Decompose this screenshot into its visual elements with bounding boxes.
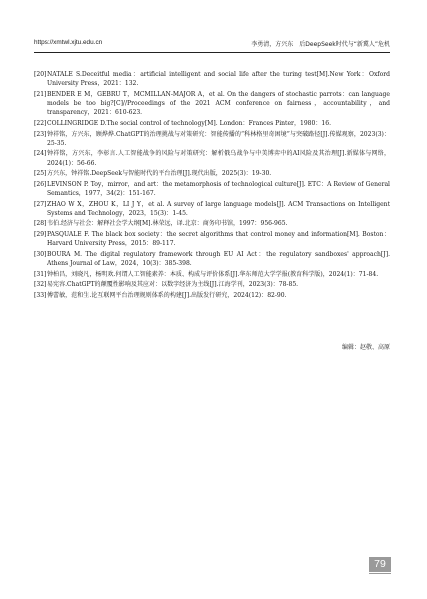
reference-item xyxy=(34,219,390,228)
reference-text: 钟柏昌，刘晓凡，杨明欢.何谓人工智能素养：本质、构成与评价体系[J].华东师范大学学报(教育科学版)，2024(1)：71-84. xyxy=(47,270,379,278)
reference-number: [28] xyxy=(34,220,47,228)
running-title: 李勇清，方兴东 后DeepSeek时代与“新冀人”危机 xyxy=(251,41,390,48)
reference-number: [31] xyxy=(34,270,47,278)
reference-text: 韦伯.经济与社会：解释社会学大纲[M].林荣远，译.北京：商务印书馆，1997：956-965. xyxy=(47,220,288,228)
reference-item xyxy=(34,119,390,128)
reference-item xyxy=(34,90,390,118)
reference-text: BOURA M. The digital regulatory framework through EU AI Act：the regulatory sandboxes' approach[J]. Athens Journal of Law，2024，10(3)：385-398. xyxy=(47,250,390,268)
reference-number: [21] xyxy=(34,90,47,98)
page-number-underline xyxy=(369,573,391,575)
editors-note: 编辑：赵敬、高原 xyxy=(341,344,390,351)
page-number-badge xyxy=(369,557,391,572)
reference-number: [27] xyxy=(34,200,47,208)
reference-item xyxy=(34,270,390,279)
reference-number: [33] xyxy=(34,291,47,299)
reference-text: BENDER E M，GEBRU T，MCMILLAN-MAJOR A，et al. On the dangers of stochastic parrots：can language models be too big?[C]//Proceedings of the 2021 ACM conference on fairness，accountability，and transparency，2021：610-623. xyxy=(47,90,390,117)
reference-text: NATALE S.Deceitful media：artificial intelligent and social life after the turing test[M].New York：Oxford University Press，2021：132. xyxy=(47,71,390,88)
reference-number: [24] xyxy=(34,150,47,158)
running-header xyxy=(34,38,390,53)
reference-item xyxy=(34,280,390,289)
reference-text: 钟祥铭，方兴东，李彰言.人工智能战争的风险与对策研究：解析俄乌战争与中美博弈中的AI风险及其治理[J].新媒体与网络，2024(1)：56-66. xyxy=(47,150,390,167)
reference-item xyxy=(34,250,390,269)
reference-item xyxy=(34,130,390,149)
reference-text: 方兴东，钟祥铭.DeepSeek与智能时代的平台治理[J].现代出版，2025(3)：19-30. xyxy=(47,170,272,178)
reference-item xyxy=(34,169,390,178)
reference-text: 傅蕾敏，范和生.论互联网平台治理规则体系的构建[J].出版发行研究，2024(12)：82-90. xyxy=(47,291,287,299)
reference-item xyxy=(34,70,390,89)
reference-text: LEVINSON P. Toy，mirror，and art：the metamorphosis of technological culture[J]. ETC：A Review of General Semantics，1977，34(2)：151-167. xyxy=(47,180,390,198)
reference-item xyxy=(34,149,390,168)
reference-number: [30] xyxy=(34,250,47,258)
reference-text: 易宪容.ChatGPT的颠覆性影响及其应对：以数字经济为主线[J].江海学刊，2023(3)：78-85. xyxy=(47,281,299,289)
reference-number: [32] xyxy=(34,281,47,289)
journal-url: https://xmtwl.xjtu.edu.cn xyxy=(34,39,103,46)
reference-number: [29] xyxy=(34,231,47,238)
reference-item xyxy=(34,180,390,199)
reference-text: 钟祥铭，方兴东，顾烨烨.ChatGPT的治理挑战与对策研究：智能传播的“科林格里奇困境”与突破路径[J].传媒观察，2023(3)：25-35. xyxy=(47,130,390,147)
reference-item xyxy=(34,291,390,300)
reference-number: [25] xyxy=(34,170,47,178)
reference-number: [26] xyxy=(34,180,47,188)
reference-item xyxy=(34,200,390,219)
reference-item xyxy=(34,230,390,249)
reference-text: ZHAO W X，ZHOU K，LI J Y，et al. A survey of large language models[J]. ACM Transactions on Intelligent Systems and Technology，2023，15(3)：1-45. xyxy=(47,200,390,217)
reference-number: [23] xyxy=(34,130,47,138)
reference-list xyxy=(34,70,390,301)
reference-number: [20] xyxy=(34,71,47,78)
page-number: 79 xyxy=(374,558,386,570)
reference-text: COLLINGRIDGE D.The social control of technology[M]. London：Frances Pinter，1980：16. xyxy=(47,119,332,127)
reference-text: PASQUALE F. The black box society：the secret algorithms that control money and information[M]. Boston：Harvard University Press，2015：89-117. xyxy=(47,231,390,248)
reference-number: [22] xyxy=(34,119,47,127)
